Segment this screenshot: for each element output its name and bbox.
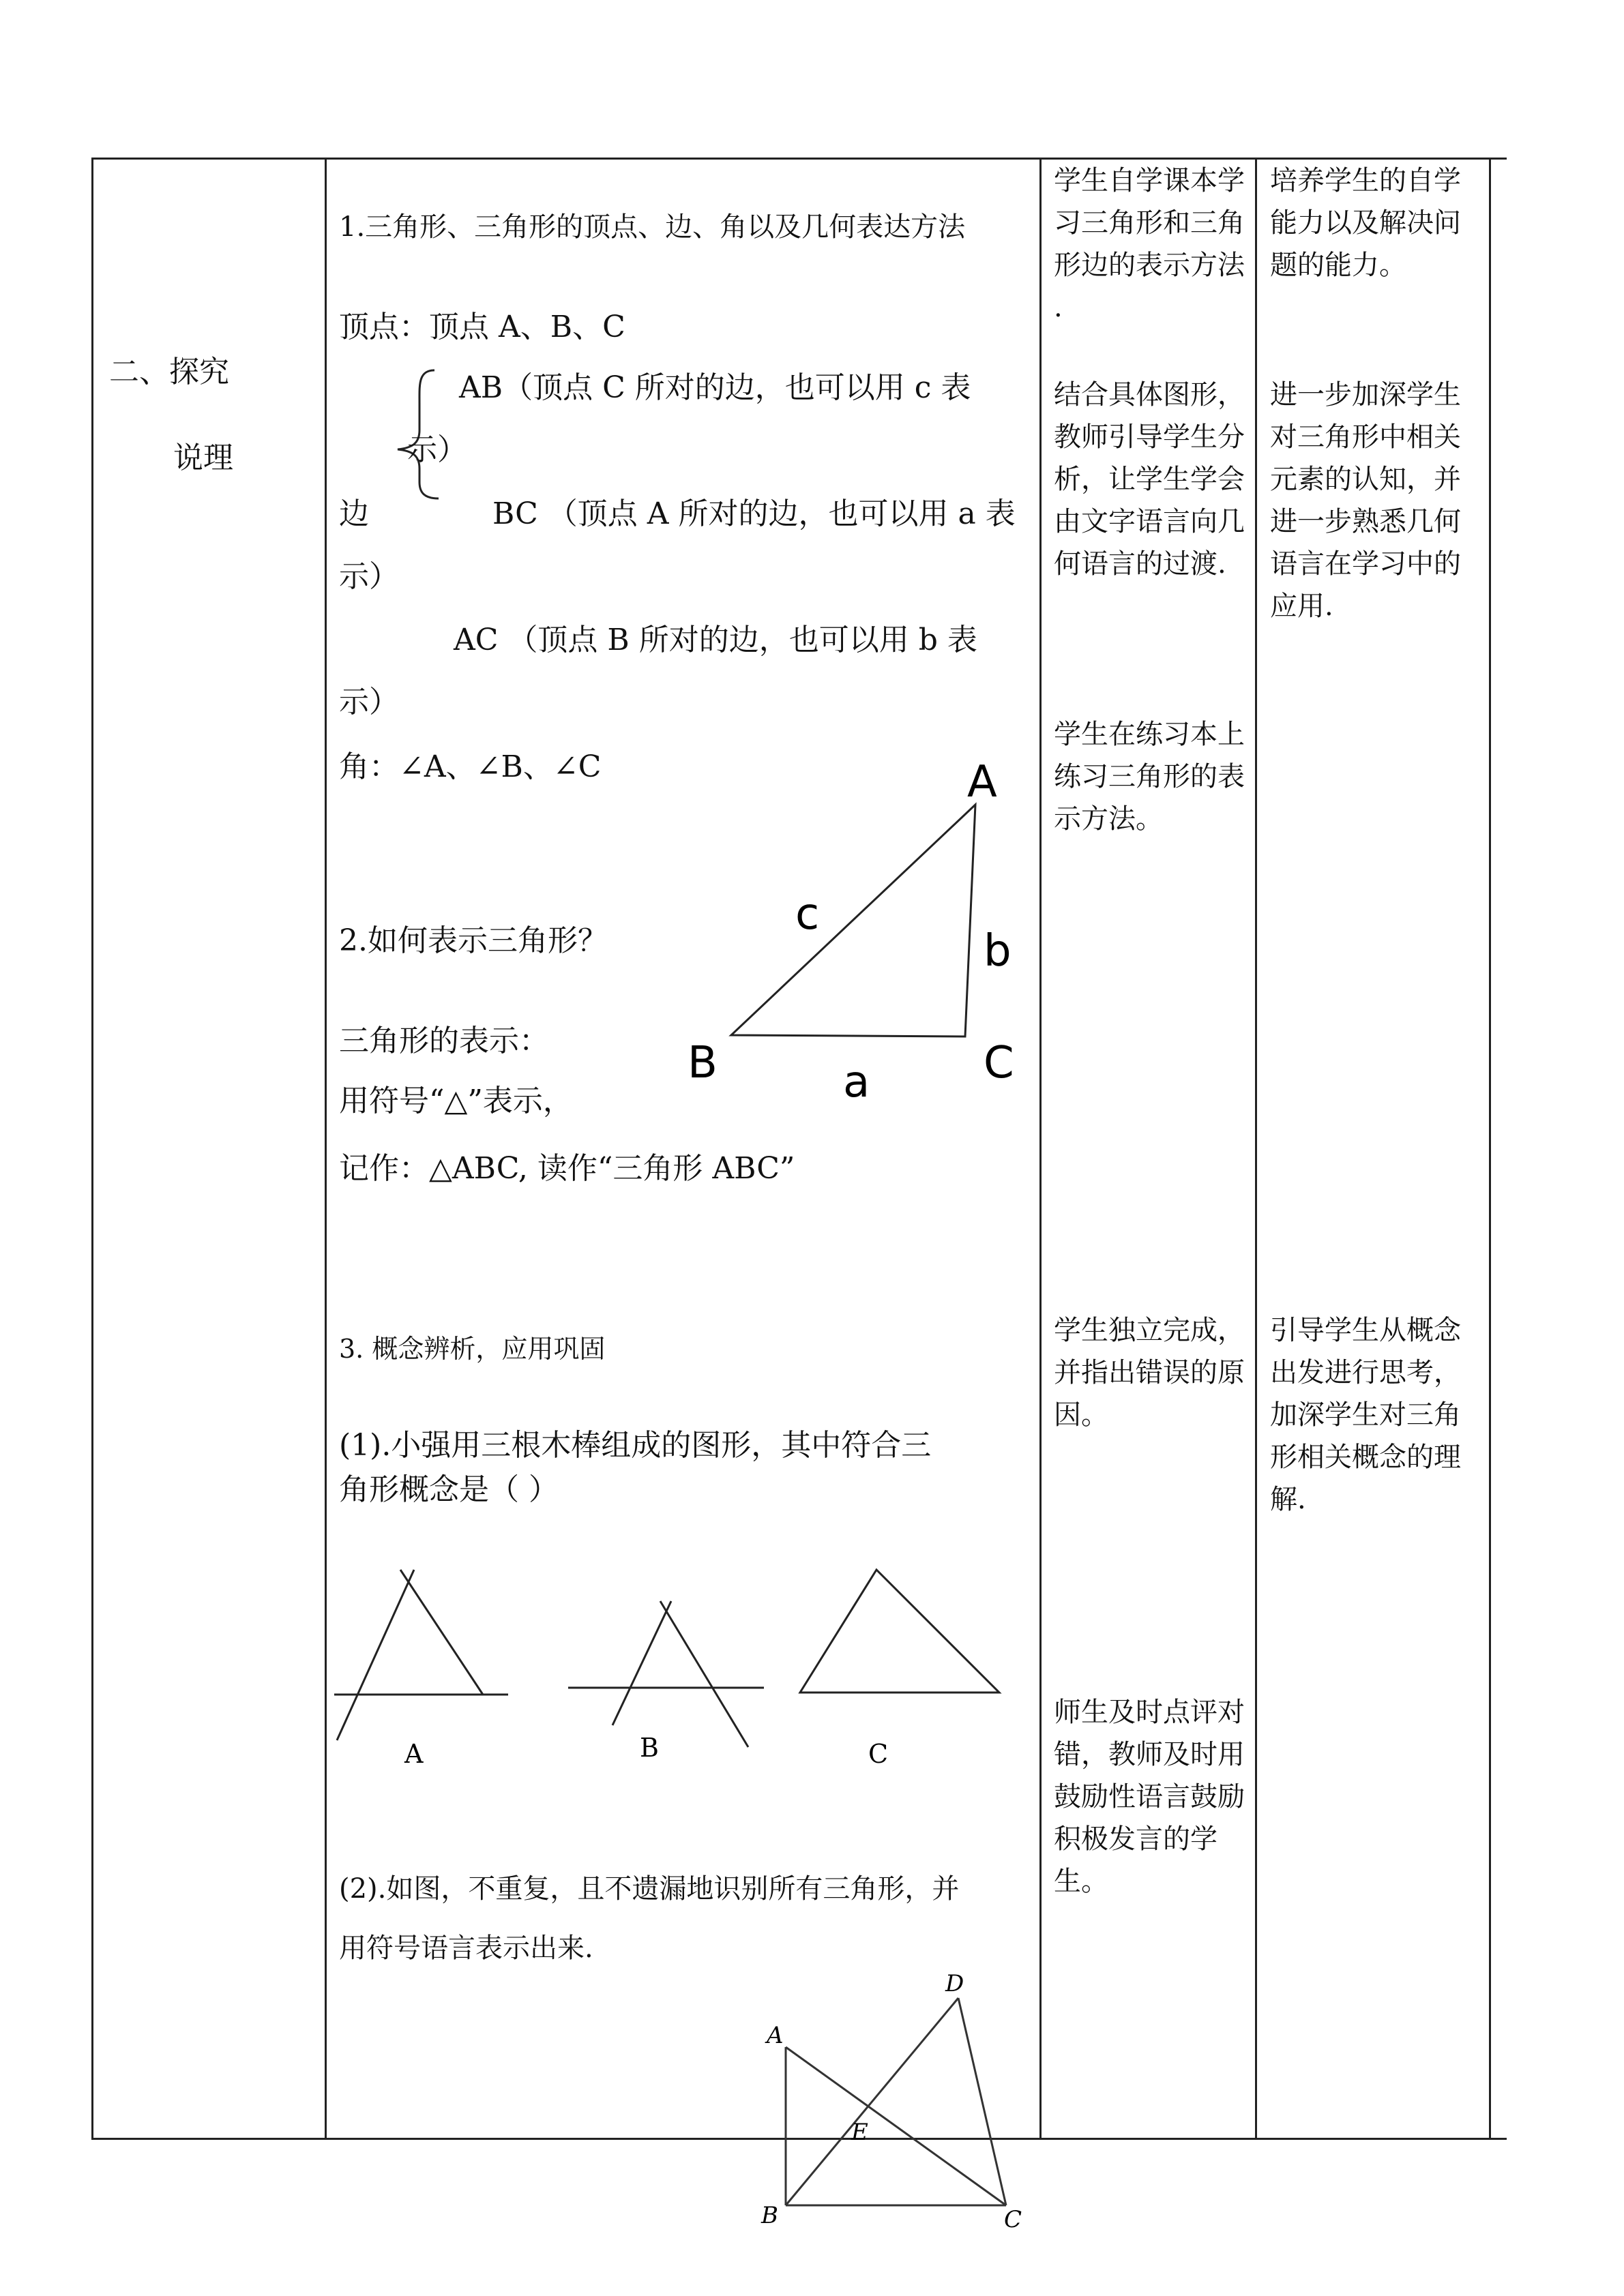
table-left-border — [91, 158, 93, 2140]
angles-line: 角：∠A、∠B、∠C — [339, 749, 602, 784]
quad-label-e: E — [851, 2119, 868, 2146]
student-activity-5: 师生及时点评对错，教师及时用鼓励性语言鼓励积极发言的学生。 — [1054, 1697, 1245, 1897]
q2-line1: (2).如图，不重复，且不遗漏地识别所有三角形，并 — [339, 1873, 960, 1905]
q1-line2: 角形概念是（ ） — [339, 1472, 559, 1507]
vertex-a-label: A — [967, 757, 997, 807]
edge-ac: AC （顶点 B 所对的边，也可以用 b 表 — [454, 623, 977, 657]
triangle-abc — [731, 805, 975, 1037]
design-intent-1: 培养学生的自学能力以及解决问题的能力。 — [1270, 165, 1461, 281]
triangle-abc-figure — [675, 750, 1071, 1105]
edge-ab-cont: 示） — [407, 432, 467, 467]
repr-notation: 记作：△ABC, 读作“三角形 ABC” — [339, 1151, 795, 1186]
side-b-label: b — [984, 926, 1012, 976]
quad-label-a: A — [767, 2022, 784, 2049]
q2-line2: 用符号语言表示出来. — [339, 1933, 593, 1964]
option-b-figure — [568, 1601, 764, 1747]
item2-heading: 2.如何表示三角形？ — [339, 923, 608, 958]
repr-title: 三角形的表示： — [339, 1024, 549, 1058]
option-c-label: C — [868, 1739, 889, 1769]
option-a-label: A — [404, 1739, 424, 1769]
option-c-figure — [800, 1570, 999, 1693]
quad-figure — [737, 1971, 1050, 2243]
edge-bc: BC （顶点 A 所对的边，也可以用 a 表 — [492, 496, 1016, 531]
side-a-label: a — [843, 1057, 870, 1105]
edge-ac-cont: 示） — [339, 685, 399, 719]
student-activity-4: 学生独立完成，并指出错误的原因。 — [1054, 1315, 1245, 1431]
option-figures — [327, 1555, 1037, 1787]
vertex-b-label: B — [688, 1038, 718, 1088]
quad-label-b: B — [761, 2202, 778, 2229]
edge-bc-cont: 示） — [339, 559, 399, 594]
section-title-line2: 说理 — [173, 441, 233, 475]
q1-line1: (1).小强用三根木棒组成的图形，其中符合三 — [339, 1428, 932, 1463]
design-intent-2: 进一步加深学生对三角形中相关元素的认知，并进一步熟悉几何语言在学习中的应用. — [1270, 379, 1461, 622]
column-divider-2 — [1039, 158, 1042, 2140]
column-divider-1 — [325, 158, 327, 2140]
column-divider-3 — [1255, 158, 1257, 2140]
section-title-line1: 二、探究 — [109, 355, 229, 389]
student-activity-2: 结合具体图形，教师引导学生分析，让学生学会由文字语言向几何语言的过渡. — [1054, 379, 1245, 580]
design-intent-3: 引导学生从概念出发进行思考，加深学生对三角形相关概念的理解. — [1270, 1315, 1461, 1515]
vertices-line: 顶点：顶点 A、B、C — [339, 310, 625, 344]
item3-heading: 3. 概念辨析，应用巩固 — [339, 1334, 606, 1364]
option-b-label: B — [640, 1733, 659, 1763]
vertex-c-label: C — [984, 1038, 1014, 1088]
table-right-border — [1489, 158, 1491, 2140]
student-activity-1: 学生自学课本学习三角形和三角形边的表示方法 . — [1054, 165, 1245, 323]
repr-symbol: 用符号“△”表示， — [339, 1084, 573, 1118]
student-activity-3: 学生在练习本上练习三角形的表示方法。 — [1054, 719, 1245, 835]
option-a-figure — [334, 1570, 508, 1740]
item1-heading: 1.三角形、三角形的顶点、边、角以及几何表达方法 — [339, 211, 966, 243]
edge-ab: AB（顶点 C 所对的边，也可以用 c 表 — [459, 370, 971, 405]
quad-label-d: D — [945, 1971, 964, 1997]
edge-label: 边 — [339, 496, 369, 531]
side-c-label: c — [795, 889, 820, 940]
quad-label-c: C — [1004, 2206, 1022, 2233]
